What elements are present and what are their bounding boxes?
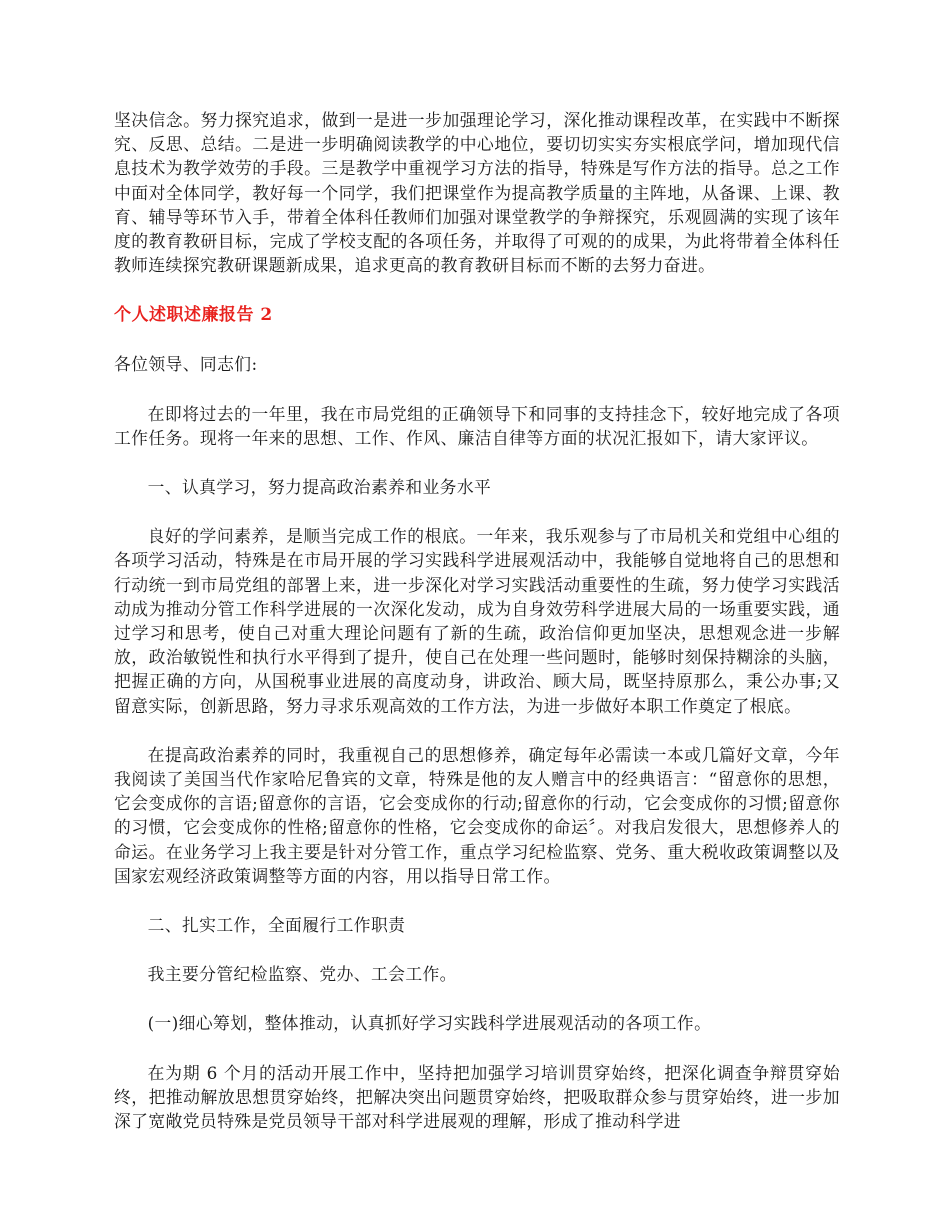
paragraph-responsibilities: 我主要分管纪检监察、党办、工会工作。: [147, 964, 457, 985]
paragraph-thought-cultivation: 在提高政治素养的同时，我重视自己的思想修养，确定每年必需读一本或几篇好文章，今年我阅读了美国当代作家哈尼鲁宾的文章，特殊是他的友人赠言中的经典语言：“留意你的思想，它会变成你的言语;留意你的言语，它会变成你的行动;留意你的行动，它会变成你的习惯;留意你的习惯，它会变成你的性格;留意你的性格，它会变成你的命运〞。对我启发很大，思想修养人的命运。在业务学习上我主要是针对分管工作，重点学习纪检监察、党务、重大税收政策调整以及国家宏观经济政策调整等方面的内容，用以指导日常工作。: [114, 744, 840, 886]
subheading-item-one: (一)细心筹划，整体推动，认真抓好学习实践科学进展观活动的各项工作。: [147, 1013, 712, 1034]
spacer: [114, 327, 840, 352]
subheading-two: 二、扎实工作，全面履行工作职责: [147, 915, 406, 936]
spacer: [114, 718, 840, 743]
spacer: [114, 1036, 840, 1061]
spacer: [114, 450, 840, 475]
salutation: 各位领导、同志们:: [114, 354, 258, 375]
spacer: [114, 377, 840, 402]
spacer: [114, 986, 840, 1011]
spacer: [114, 277, 840, 303]
paragraph-opening: 在即将过去的一年里，我在市局党组的正确领导下和同事的支持挂念下，较好地完成了各项工作任务。现将一年来的思想、工作、作风、廉洁自律等方面的状况汇报如下，请大家评议。: [114, 403, 840, 448]
document-page: [114, 108, 840, 1133]
section-title: 个人述职述廉报告 2: [114, 305, 273, 326]
subheading-one: 一、认真学习，努力提高政治素养和业务水平: [147, 477, 492, 498]
paragraph-activity: 在为期 6 个月的活动开展工作中，坚持把加强学习培训贯穿始终，把深化调查争辩贯穿始终，把推动解放思想贯穿始终，把解决突出问题贯穿始终，把吸取群众参与贯穿始终，进一步加深了宽敞党员特殊是党员领导干部对科学进展观的理解，形成了推动科学进: [114, 1062, 840, 1132]
spacer: [114, 888, 840, 913]
paragraph-study: 良好的学问素养，是顺当完成工作的根底。一年来，我乐观参与了市局机关和党组中心组的各项学习活动，特殊是在市局开展的学习实践科学进展观活动中，我能够自觉地将自己的思想和行动统一到市局党组的部署上来，进一步深化对学习实践活动重要性的生疏，努力使学习实践活动成为推动分管工作科学进展的一次深化发动，成为自身效劳科学进展大局的一场重要实践，通过学习和思考，使自己对重大理论问题有了新的生疏，政治信仰更加坚决，思想观念进一步解放，政治敏锐性和执行水平得到了提升，使自己在处理一些问题时，能够时刻保持糊涂的头脑，把握正确的方向，从国税事业进展的高度动身，讲政治、顾大局，既坚持原那么，秉公办事;又留意实际，创新思路，努力寻求乐观高效的工作方法，为进一步做好本职工作奠定了根底。: [114, 526, 840, 716]
spacer: [114, 937, 840, 962]
spacer: [114, 499, 840, 524]
intro-paragraph: 坚决信念。努力探究追求，做到一是进一步加强理论学习，深化推动课程改革，在实践中不断探究、反思、总结。二是进一步明确阅读教学的中心地位，要切切实实夯实根底学问，增加现代信息技术为教学效劳的手段。三是教学中重视学习方法的指导，特殊是写作方法的指导。总之工作中面对全体同学，教好每一个同学，我们把课堂作为提高教学质量的主阵地，从备课、上课、教育、辅导等环节入手，带着全体科任教师们加强对课堂教学的争辩探究，乐观圆满的实现了该年度的教育教研目标，完成了学校支配的各项任务，并取得了可观的的成果，为此将带着全体科任教师连续探究教研课题新成果，追求更高的教育教研目标而不断的去努力奋进。: [114, 110, 840, 276]
